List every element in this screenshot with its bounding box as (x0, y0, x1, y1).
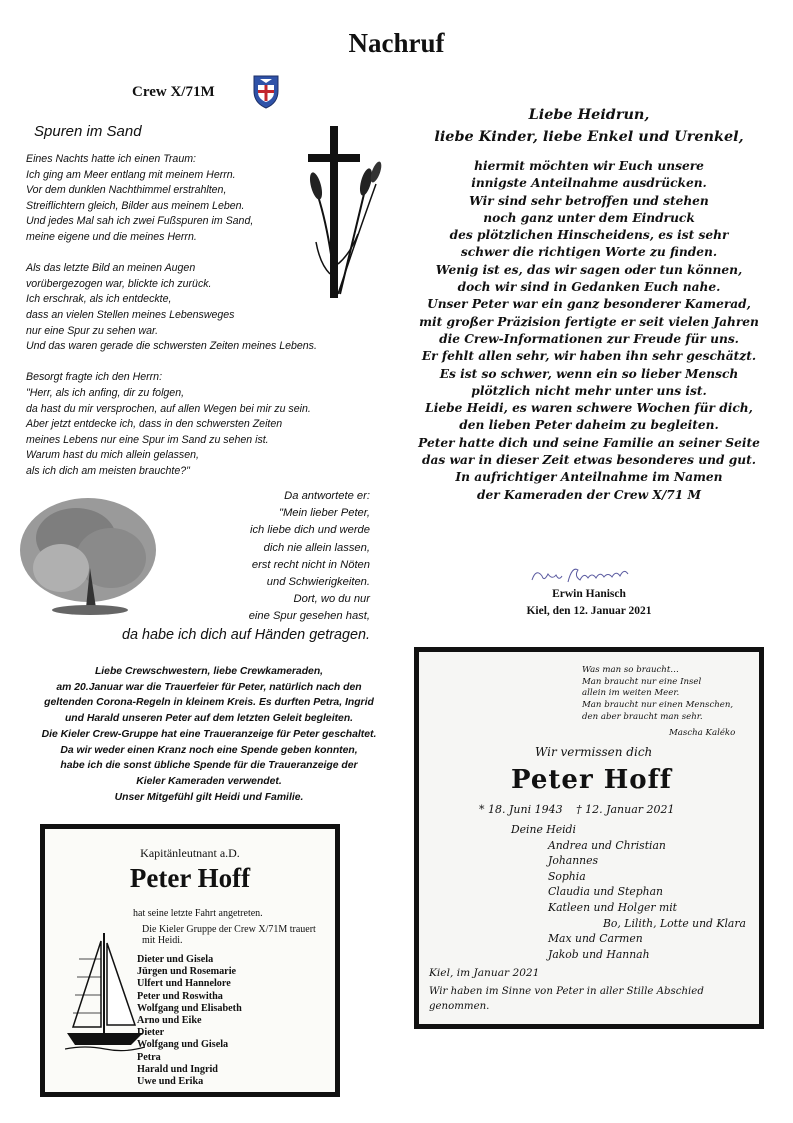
quote-author: Mascha Kaléko (669, 728, 736, 738)
message-line: Die Kieler Crew-Gruppe hat eine Traueranzeige für Peter geschaltet. (41, 728, 377, 740)
greeting-line: Liebe Heidrun, (528, 106, 650, 123)
letter-line: hiermit möchten wir Euch unsere (474, 159, 704, 173)
message-line: am 20.Januar war die Trauerfeier für Peter, natürlich nach den (56, 681, 362, 693)
answer-line: ich liebe dich und werde (249, 524, 370, 537)
poem-line: Warum hast du mich allein gelassen, (26, 449, 199, 462)
poem-answer (160, 488, 370, 626)
family-member: Andrea und Christian (548, 838, 666, 852)
family-member: Claudia und Stephan (548, 885, 663, 899)
answer-line: dich nie allein lassen, (263, 541, 370, 554)
letter-line: Liebe Heidi, es waren schwere Wochen für dich, (425, 401, 753, 416)
poem-line: da hast du mir versprochen, auf allen Wegen bei mir zu sein. (26, 402, 311, 415)
letter-line: plötzlich nicht mehr unter uns ist. (471, 383, 707, 398)
notice-place: Kiel, im Januar 2021 (429, 967, 540, 979)
poem-title: Spuren im Sand (34, 123, 142, 140)
notice-miss: Wir vermissen dich (535, 745, 653, 759)
mourner: Peter und Roswitha (137, 990, 223, 1002)
poem-line: Vor dem dunklen Nachthimmel erstrahlten, (26, 184, 227, 197)
notice-name: Peter Hoff (129, 863, 251, 893)
letter-body (394, 158, 784, 504)
poem-line: Als das letzte Bild an meinen Augen (26, 262, 196, 275)
letter-line: Er fehlt allen sehr, wir haben ihn sehr geschätzt. (421, 349, 757, 364)
poem-line: vorübergezogen war, blickte ich zurück. (26, 277, 212, 290)
family-member: Bo, Lilith, Lotte und Klara (603, 916, 746, 930)
family-member: Sophia (548, 869, 586, 883)
quote-line: den aber braucht man sehr. (582, 711, 703, 722)
family-member: Deine Heidi (511, 823, 576, 836)
message-line: Liebe Crewschwestern, liebe Crewkameraden, (94, 666, 324, 677)
quote-line: Was man so braucht… (582, 665, 679, 675)
message-line: Da wir weder einen Kranz noch eine Spende geben konnten, (60, 744, 358, 756)
letter-line: Unser Peter war ein ganz besonderer Kamerad, (427, 297, 751, 312)
letter-line: In aufrichtiger Anteilnahme im Namen (455, 470, 723, 485)
greeting-line: liebe Kinder, liebe Enkel und Urenkel, (434, 128, 744, 145)
notice-family (511, 822, 746, 962)
letter-line: Es ist so schwer, wenn ein so lieber Mensch (439, 366, 739, 381)
answer-line: "Mein lieber Peter, (278, 507, 370, 520)
quote-line: allein im weiten Meer. (582, 688, 680, 699)
crew-label: Crew X/71M (132, 84, 215, 100)
letter-line: Peter hatte dich und seine Familie an seiner Seite (418, 435, 760, 450)
notice-mourners (137, 954, 242, 1088)
letter-line: Wir sind sehr betroffen und stehen (469, 193, 709, 208)
poem-line: Und jedes Mal sah ich zwei Fußspuren im Sand, (26, 215, 254, 228)
signer-name: Erwin Hanisch (552, 588, 626, 600)
family-member: Johannes (548, 854, 599, 868)
poem-stanza (26, 370, 366, 479)
poem-line: dass an vielen Stellen meines Lebensweges (26, 308, 235, 321)
mourner: Uwe und Erika (137, 1076, 204, 1088)
notice-rank: Kapitänleutnant a.D. (140, 846, 240, 860)
mourner: Dieter und Gisela (137, 954, 214, 965)
message-line: Kieler Kameraden verwendet. (136, 775, 282, 787)
message-line: habe ich die sonst übliche Spende für die Traueranzeige der (60, 760, 358, 772)
poem-line: Besorgt fragte ich den Herrn: (26, 371, 163, 384)
poem-line: Und das waren gerade die schwersten Zeiten meines Lebens. (26, 340, 317, 353)
mourner: Harald und Ingrid (137, 1063, 218, 1075)
death-date: † 12. Januar 2021 (576, 803, 675, 816)
family-member: Katleen und Holger mit (548, 900, 678, 914)
letter-line: doch wir sind in Gedanken Euch nahe. (457, 280, 721, 295)
mourner: Jürgen und Rosemarie (137, 966, 237, 978)
mourner: Wolfgang und Gisela (137, 1039, 229, 1051)
answer-line: Da antwortete er: (284, 490, 370, 502)
answer-line: erst recht nicht in Nöten (251, 558, 370, 571)
answer-line: Dort, wo du nur (293, 593, 370, 606)
quote-line: Man braucht nur eine Insel (582, 676, 702, 687)
mourner: Ulfert und Hannelore (137, 978, 231, 990)
death-notice-crew-group (40, 824, 340, 1097)
notice-closing: Wir haben im Sinne von Peter in aller Stille Abschied genommen. (429, 986, 704, 1012)
notice-group: Die Kieler Gruppe der Crew X/71M trauert mit Heidi. (142, 924, 316, 946)
message-line: geltenden Corona-Regeln in kleinem Kreis. Es durften Petra, Ingrid (44, 697, 374, 709)
crest-icon (252, 73, 280, 109)
answer-line: und Schwierigkeiten. (266, 576, 370, 589)
family-member: Jakob und Hannah (548, 947, 650, 961)
letter-line: das war in dieser Zeit etwas besonderes und gut. (422, 453, 756, 468)
crew-message (24, 664, 394, 805)
notice-name: Peter Hoff (511, 765, 672, 795)
mourner: Arno und Eike (137, 1015, 202, 1027)
poem-answer-final: da habe ich dich auf Händen getragen. (121, 627, 370, 643)
letter-place-date: Kiel, den 12. Januar 2021 (526, 605, 652, 617)
mourner: Dieter (137, 1027, 165, 1039)
message-line: Unser Mitgefühl gilt Heidi und Familie. (114, 791, 304, 803)
poem-line: Eines Nachts hatte ich einen Traum: (26, 153, 196, 165)
letter-line: innigste Anteilnahme ausdrücken. (471, 176, 707, 191)
poem-line: als ich dich am meisten brauchte?" (26, 464, 190, 477)
notice-line: hat seine letzte Fahrt angetreten. (133, 908, 263, 919)
mourner: Petra (137, 1051, 161, 1063)
letter-line: die Crew-Informationen zur Freude für uns. (439, 331, 739, 346)
letter-line: der Kameraden der Crew X/71 M (477, 487, 701, 502)
message-line: und Harald unseren Peter auf dem letzten Geleit begleiten. (64, 713, 354, 725)
letter-line: noch ganz unter dem Eindruck (483, 210, 695, 225)
letter-line: Wenig ist es, das wir sagen oder tun können, (435, 262, 743, 277)
letter-line: mit großer Präzision fertigte er seit vielen Jahren (419, 314, 759, 329)
death-notice-family (414, 647, 764, 1029)
letter-greeting (394, 104, 784, 148)
poem-line: Aber jetzt entdecke ich, dass in den schwersten Zeiten (26, 418, 283, 431)
condolence-letter (394, 104, 784, 504)
sailboat-icon (65, 929, 145, 1054)
poem-line: Streiflichtern gleich, Bilder aus meinem Leben. (26, 199, 245, 212)
willow-tree-icon (16, 488, 161, 618)
page-title: Nachruf (348, 28, 445, 58)
quote-line: Man braucht nur einen Menschen, (582, 700, 734, 711)
birth-date: * 18. Juni 1943 (479, 803, 563, 816)
poem-line: nur eine Spur zu sehen war. (26, 324, 159, 337)
cross-with-wheat-icon (300, 124, 382, 302)
poem-line: Ich erschrak, als ich entdeckte, (26, 293, 172, 306)
poem-line: meines Lebens nur eine Spur im Sand zu sehen ist. (26, 433, 269, 446)
mourner: Wolfgang und Elisabeth (137, 1002, 242, 1014)
notice-dates (479, 803, 685, 816)
notice-quote (582, 665, 733, 724)
poem-line: meine eigene und die meines Herrn. (26, 230, 197, 243)
answer-line: eine Spur gesehen hast, (248, 610, 370, 623)
letter-line: den lieben Peter daheim zu begleiten. (459, 418, 719, 433)
poem-line: Ich ging am Meer entlang mit meinem Herrn. (26, 168, 236, 181)
handwritten-signature (528, 562, 638, 588)
letter-line: des plötzlichen Hinscheidens, es ist sehr (449, 228, 729, 243)
poem-line: "Herr, als ich anfing, dir zu folgen, (26, 386, 185, 399)
letter-line: schwer die richtigen Worte zu finden. (460, 245, 718, 260)
family-member: Max und Carmen (548, 932, 643, 946)
